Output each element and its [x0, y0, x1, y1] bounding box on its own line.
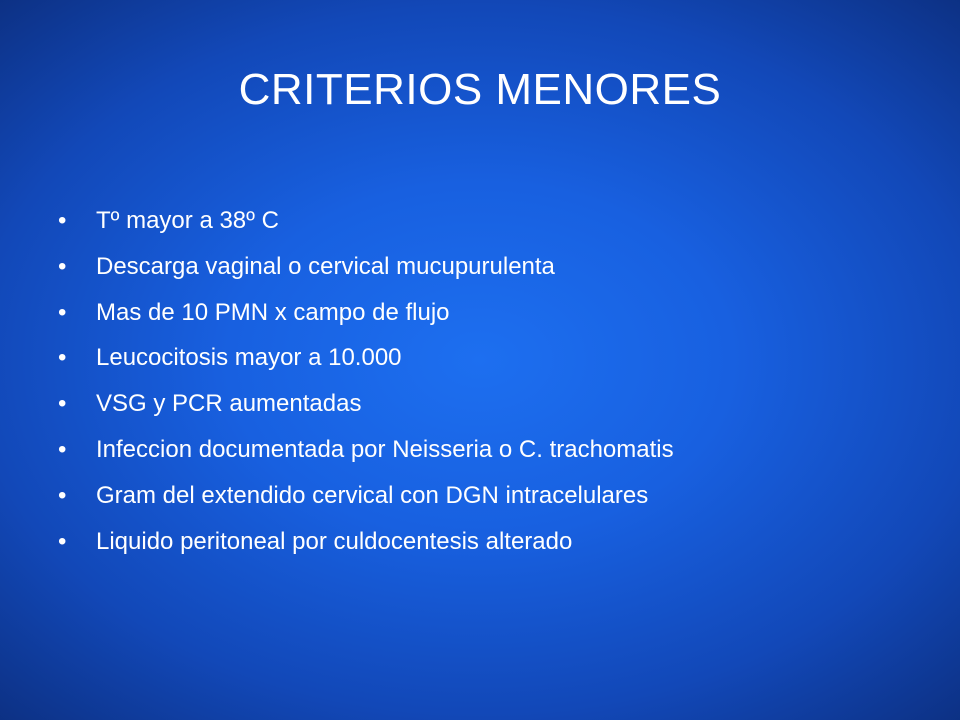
bullet-icon: • — [58, 298, 67, 326]
list-item — [58, 523, 918, 569]
bullet-icon: • — [58, 207, 67, 234]
list-item — [58, 202, 918, 248]
bullet-icon: • — [58, 481, 67, 509]
list-item-text: Leucocitosis mayor a 10.000 — [96, 344, 402, 372]
bullet-icon: • — [58, 344, 67, 372]
list-item-text: VSG y PCR aumentadas — [96, 390, 362, 418]
list-item-text: Infeccion documentada por Neisseria o C. trachomatis — [96, 435, 674, 463]
list-item-text: Gram del extendido cervical con DGN intracelulares — [96, 481, 649, 509]
bullet-icon: • — [58, 390, 67, 418]
list-item — [58, 477, 918, 523]
slide-title: CRITERIOS MENORES — [238, 65, 722, 114]
list-item — [58, 339, 918, 385]
list-item — [58, 385, 918, 431]
bullet-icon: • — [58, 252, 67, 280]
list-item — [58, 248, 918, 294]
list-item-text: Liquido peritoneal por culdocentesis alterado — [96, 527, 573, 555]
list-item-text: Descarga vaginal o cervical mucupurulenta — [96, 252, 555, 280]
bullet-icon: • — [58, 435, 67, 463]
bullet-list — [58, 202, 918, 568]
list-item — [58, 294, 918, 340]
list-item-text: Tº mayor a 38º C — [96, 207, 279, 234]
bullet-icon: • — [58, 527, 67, 555]
list-item-text: Mas de 10 PMN x campo de flujo — [96, 298, 450, 326]
list-item — [58, 431, 918, 477]
